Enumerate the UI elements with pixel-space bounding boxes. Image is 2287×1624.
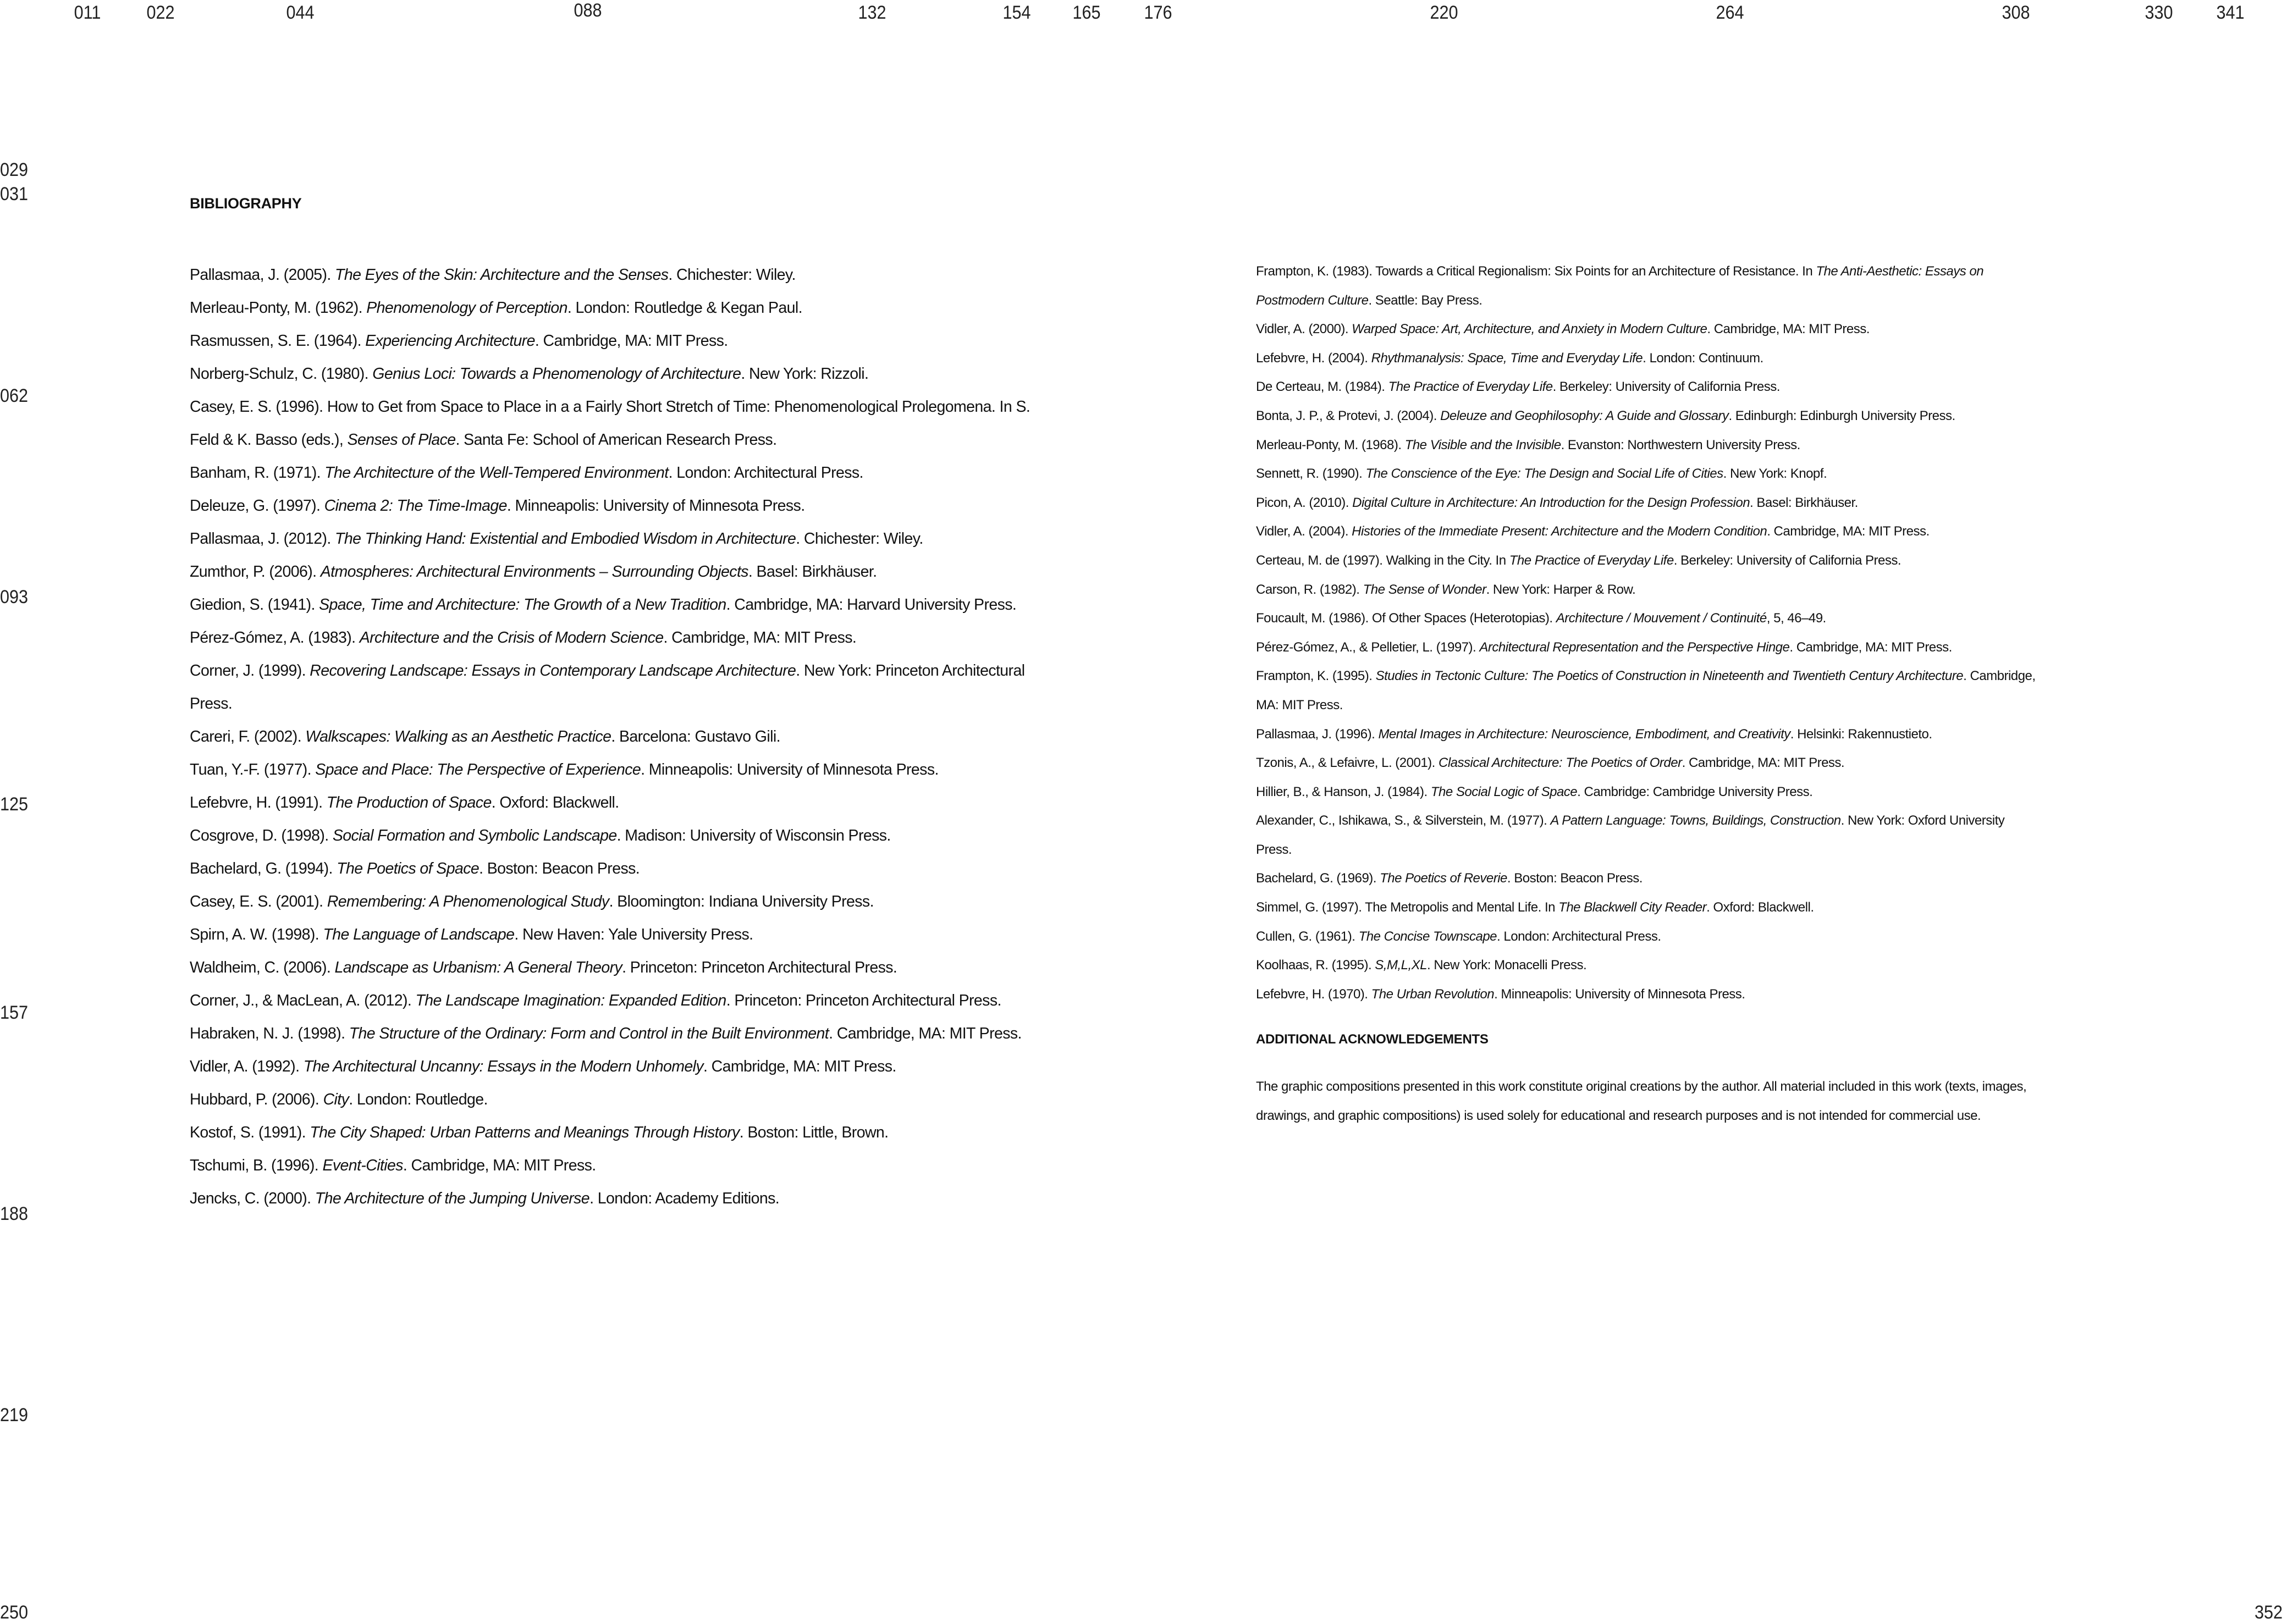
bibliography-entry	[1256, 576, 2037, 605]
entry-title: Architecture / Mouvement / Continuité	[1556, 611, 1767, 626]
entry-publisher: . Princeton: Princeton Architectural Press.	[726, 992, 1001, 1009]
ruler-tick: 308	[2002, 2, 2030, 23]
entry-authors: Pérez-Gómez, A. (1983).	[190, 629, 360, 647]
entry-authors: De Certeau, M. (1984).	[1256, 379, 1388, 395]
entry-publisher: . Basel: Birkhäuser.	[748, 563, 877, 581]
ruler-tick: 093	[0, 587, 29, 607]
ruler-tick: 219	[0, 1405, 29, 1426]
bibliography-entry	[1256, 373, 2037, 402]
bibliography-entry	[190, 753, 1048, 786]
entry-title: Space, Time and Architecture: The Growth of a New Tradition	[319, 596, 726, 614]
bibliography-entry	[190, 489, 1048, 522]
ruler-tick: 132	[858, 2, 886, 23]
entry-publisher: . Cambridge, MA: MIT Press.	[1682, 755, 1845, 771]
entry-authors: Tschumi, B. (1996).	[190, 1157, 323, 1174]
entry-title: Genius Loci: Towards a Phenomenology of Architecture	[372, 365, 741, 383]
ruler-tick: 341	[2216, 2, 2245, 23]
entry-publisher: . Berkeley: University of California Press.	[1552, 379, 1780, 395]
entry-authors: Lefebvre, H. (1991).	[190, 794, 327, 811]
entry-authors: Certeau, M. de (1997). Walking in the City. In	[1256, 553, 1509, 568]
entry-title: The Landscape Imagination: Expanded Edition	[415, 992, 726, 1009]
entry-publisher: . Seattle: Bay Press.	[1368, 292, 1483, 308]
bibliography-entry	[1256, 257, 2037, 315]
entry-title: The Urban Revolution	[1371, 986, 1495, 1002]
entry-authors: Lefebvre, H. (1970).	[1256, 986, 1371, 1002]
bibliography-entry	[1256, 633, 2037, 662]
entry-publisher: . London: Continuum.	[1643, 350, 1764, 366]
bibliography-entry	[190, 654, 1048, 720]
bibliography-entry	[1256, 720, 2037, 749]
entry-title: Architectural Representation and the Perspective Hinge	[1479, 639, 1790, 655]
entry-authors: Deleuze, G. (1997).	[190, 497, 324, 515]
ruler-tick: 250	[0, 1602, 29, 1623]
bibliography-entry	[190, 951, 1048, 984]
ruler-tick: 088	[574, 0, 602, 21]
entry-title: Rhythmanalysis: Space, Time and Everyday Life	[1371, 350, 1643, 366]
entry-authors: Tzonis, A., & Lefaivre, L. (2001).	[1256, 755, 1439, 771]
bibliography-entry	[190, 522, 1048, 555]
entry-publisher: . Cambridge, MA: Harvard University Press.	[726, 596, 1017, 614]
entry-publisher: . Cambridge, MA: MIT Press.	[1256, 669, 2036, 712]
entry-publisher: . Boston: Beacon Press.	[479, 860, 640, 877]
bibliography-entry	[1256, 980, 2037, 1009]
entry-title: The Poetics of Reverie	[1380, 871, 1507, 886]
entry-title: The Architecture of the Jumping Universe	[315, 1190, 590, 1207]
ruler-tick: 022	[146, 2, 175, 23]
entry-title: Warped Space: Art, Architecture, and Anxiety in Modern Culture	[1352, 322, 1707, 337]
entry-authors: Spirn, A. W. (1998).	[190, 926, 323, 943]
entry-title: The Architectural Uncanny: Essays in the Modern Unhomely	[303, 1058, 703, 1075]
ruler-tick: 031	[0, 184, 29, 205]
bibliography-entry	[190, 456, 1048, 489]
bibliography-right-column	[1256, 257, 2037, 1131]
bibliography-entry	[1256, 344, 2037, 373]
entry-authors: Cullen, G. (1961).	[1256, 929, 1359, 944]
entry-authors: Picon, A. (2010).	[1256, 495, 1353, 510]
entry-title: Cinema 2: The Time-Image	[324, 497, 507, 515]
entry-publisher: . Cambridge, MA: MIT Press.	[1707, 322, 1870, 337]
entry-authors: Giedion, S. (1941).	[190, 596, 319, 614]
bibliography-entry	[190, 555, 1048, 588]
entry-publisher: . Bloomington: Indiana University Press.	[609, 893, 874, 910]
entry-authors: Merleau-Ponty, M. (1962).	[190, 299, 367, 317]
entry-title: Event-Cities	[322, 1157, 403, 1174]
entry-authors: Zumthor, P. (2006).	[190, 563, 321, 581]
entry-publisher: . Madison: University of Wisconsin Press.	[616, 827, 891, 844]
bibliography-entry	[190, 1116, 1048, 1149]
entry-title: The Anti-Aesthetic: Essays on Postmodern Culture	[1256, 264, 1984, 308]
entry-authors: Foucault, M. (1986). Of Other Spaces (Heterotopias).	[1256, 611, 1556, 626]
entry-publisher: . New York: Oxford University Press.	[1256, 813, 2005, 857]
entry-authors: Vidler, A. (2004).	[1256, 524, 1352, 539]
bibliography-heading: BIBLIOGRAPHY	[190, 195, 302, 212]
bibliography-entry	[1256, 315, 2037, 344]
entry-title: Histories of the Immediate Present: Architecture and the Modern Condition	[1352, 524, 1767, 539]
bibliography-entry	[190, 258, 1048, 291]
bibliography-entry	[1256, 460, 2037, 489]
entry-title: The Concise Townscape	[1358, 929, 1497, 944]
entry-publisher: . London: Architectural Press.	[1497, 929, 1661, 944]
ruler-tick: 029	[0, 159, 29, 180]
entry-publisher: . Cambridge, MA: MIT Press.	[403, 1157, 596, 1174]
bibliography-entry	[190, 918, 1048, 951]
entry-publisher: . Edinburgh: Edinburgh University Press.	[1728, 408, 1955, 423]
entry-authors: Simmel, G. (1997). The Metropolis and Mental Life. In	[1256, 900, 1559, 915]
entry-authors: Vidler, A. (1992).	[190, 1058, 304, 1075]
bibliography-entry	[1256, 431, 2037, 460]
entry-publisher: . Minneapolis: University of Minnesota Press.	[1494, 986, 1745, 1002]
entry-title: The Language of Landscape	[323, 926, 515, 943]
ruler-tick: 330	[2145, 2, 2173, 23]
bibliography-entry	[1256, 604, 2037, 633]
entry-authors: Corner, J., & MacLean, A. (2012).	[190, 992, 416, 1009]
bibliography-list	[190, 258, 1048, 1215]
entry-publisher: . Evanston: Northwestern University Press.	[1561, 437, 1800, 452]
entry-publisher: . Boston: Beacon Press.	[1507, 871, 1643, 886]
entry-authors: Frampton, K. (1995).	[1256, 669, 1376, 684]
entry-authors: Sennett, R. (1990).	[1256, 466, 1366, 482]
acknowledgements-text: The graphic compositions presented in this work constitute original creations by the author. All material included in this work (texts, images, drawings, and graphic compositions) is used solely for educational and research purposes and is not intended for commercial use.	[1256, 1079, 2027, 1124]
ruler-tick: 220	[1430, 2, 1458, 23]
entry-title: Deleuze and Geophilosophy: A Guide and Glossary	[1440, 408, 1729, 423]
entry-publisher: . Princeton: Princeton Architectural Press.	[622, 959, 897, 976]
entry-authors: Alexander, C., Ishikawa, S., & Silverstein, M. (1977).	[1256, 813, 1551, 828]
entry-title: The Blackwell City Reader	[1558, 900, 1707, 915]
entry-title: Atmospheres: Architectural Environments – Surrounding Objects	[320, 563, 748, 581]
entry-title: Social Formation and Symbolic Landscape	[332, 827, 617, 844]
bibliography-entry	[1256, 893, 2037, 923]
bibliography-entry	[1256, 662, 2037, 720]
bibliography-entry	[1256, 517, 2037, 546]
bibliography-entry	[1256, 923, 2037, 952]
entry-publisher: . Cambridge: Cambridge University Press.	[1577, 784, 1813, 799]
ruler-tick: 125	[0, 794, 29, 815]
entry-title: Landscape as Urbanism: A General Theory	[334, 959, 622, 976]
entry-authors: Pérez-Gómez, A., & Pelletier, L. (1997).	[1256, 639, 1480, 655]
ruler-tick: 352	[2255, 1602, 2283, 1623]
bibliography-entry	[190, 885, 1048, 918]
entry-title: S,M,L,XL	[1375, 958, 1428, 973]
entry-authors: Hubbard, P. (2006).	[190, 1091, 323, 1108]
entry-publisher: . London: Routledge.	[349, 1091, 488, 1108]
bibliography-entry	[190, 588, 1048, 621]
entry-publisher: . New Haven: Yale University Press.	[514, 926, 753, 943]
bibliography-entry	[190, 984, 1048, 1017]
entry-authors: Waldheim, C. (2006).	[190, 959, 335, 976]
entry-publisher: . Chichester: Wiley.	[668, 266, 796, 284]
entry-title: Phenomenology of Perception	[366, 299, 567, 317]
entry-publisher: . New York: Rizzoli.	[741, 365, 869, 383]
entry-title: Architecture and the Crisis of Modern Science	[359, 629, 664, 647]
entry-publisher: . New York: Harper & Row.	[1486, 582, 1636, 597]
entry-publisher: . Oxford: Blackwell.	[1706, 900, 1814, 915]
bibliography-entry	[1256, 864, 2037, 893]
entry-publisher: . Cambridge, MA: MIT Press.	[663, 629, 857, 647]
ruler-tick: 176	[1144, 2, 1172, 23]
ruler-tick: 044	[286, 2, 315, 23]
entry-title: The Poetics of Space	[337, 860, 480, 877]
entry-title: Senses of Place	[347, 431, 456, 449]
entry-title: The Practice of Everyday Life	[1388, 379, 1553, 395]
bibliography-entry	[190, 1017, 1048, 1050]
entry-publisher: . Berkeley: University of California Press.	[1673, 553, 1902, 568]
entry-title: A Pattern Language: Towns, Buildings, Construction	[1550, 813, 1841, 828]
entry-title: The Eyes of the Skin: Architecture and the Senses	[335, 266, 669, 284]
entry-publisher: . London: Routledge & Kegan Paul.	[567, 299, 802, 317]
entry-publisher: . Cambridge, MA: MIT Press.	[1767, 524, 1930, 539]
entry-title: The Thinking Hand: Existential and Embodied Wisdom in Architecture	[335, 530, 796, 548]
entry-title: Walkscapes: Walking as an Aesthetic Practice	[305, 728, 611, 745]
entry-title: Space and Place: The Perspective of Experience	[315, 761, 641, 778]
entry-title: Digital Culture in Architecture: An Introduction for the Design Profession	[1352, 495, 1750, 510]
bibliography-entry	[190, 852, 1048, 885]
ruler-tick: 154	[1002, 2, 1031, 23]
entry-publisher: . London: Academy Editions.	[589, 1190, 780, 1207]
bibliography-entry	[190, 357, 1048, 390]
entry-authors: Frampton, K. (1983). Towards a Critical Regionalism: Six Points for an Architecture of Resistance. In	[1256, 264, 1816, 279]
bibliography-entry	[1256, 778, 2037, 807]
bibliography-entry	[190, 1149, 1048, 1182]
entry-authors: Pallasmaa, J. (2012).	[190, 530, 335, 548]
bibliography-entry	[190, 786, 1048, 819]
entry-publisher: . Oxford: Blackwell.	[491, 794, 619, 811]
entry-authors: Corner, J. (1999).	[190, 662, 310, 680]
entry-publisher: . Cambridge, MA: MIT Press.	[1789, 639, 1952, 655]
entry-publisher: . Cambridge, MA: MIT Press.	[703, 1058, 896, 1075]
acknowledgements-heading: ADDITIONAL ACKNOWLEDGEMENTS	[1256, 1032, 1489, 1047]
bibliography-entry	[190, 819, 1048, 852]
entry-title: The Practice of Everyday Life	[1509, 553, 1674, 568]
ruler-tick: 062	[0, 385, 29, 406]
entry-publisher: . Basel: Birkhäuser.	[1750, 495, 1858, 510]
entry-authors: Jencks, C. (2000).	[190, 1190, 315, 1207]
bibliography-entry	[190, 324, 1048, 357]
entry-title: Studies in Tectonic Culture: The Poetics of Construction in Nineteenth and Twentieth Century Architecture	[1375, 669, 1964, 684]
entry-title: Experiencing Architecture	[365, 332, 535, 350]
bibliography-entry	[1256, 951, 2037, 980]
entry-publisher: . Helsinki: Rakennustieto.	[1790, 726, 1932, 742]
bibliography-entry	[190, 390, 1048, 456]
entry-publisher: . New York: Princeton Architectural Press.	[190, 662, 1025, 712]
entry-authors: Kostof, S. (1991).	[190, 1124, 310, 1141]
entry-publisher: . New York: Knopf.	[1723, 466, 1827, 482]
entry-title: The Production of Space	[326, 794, 492, 811]
ruler-tick: 011	[74, 2, 101, 23]
entry-authors: Careri, F. (2002).	[190, 728, 306, 745]
ruler-tick: 157	[0, 1002, 29, 1023]
entry-title: The Visible and the Invisible	[1404, 437, 1561, 452]
entry-title: The Structure of the Ordinary: Form and Control in the Built Environment	[349, 1025, 829, 1042]
entry-authors: Banham, R. (1971).	[190, 464, 325, 482]
entry-authors: Habraken, N. J. (1998).	[190, 1025, 349, 1042]
bibliography-entry	[190, 1182, 1048, 1215]
entry-publisher: . Cambridge, MA: MIT Press.	[829, 1025, 1022, 1042]
entry-authors: Casey, E. S. (2001).	[190, 893, 327, 910]
entry-authors: Bonta, J. P., & Protevi, J. (2004).	[1256, 408, 1441, 423]
entry-publisher: . London: Architectural Press.	[668, 464, 863, 482]
bibliography-entry	[190, 720, 1048, 753]
ruler-tick: 264	[1716, 2, 1744, 23]
entry-authors: Bachelard, G. (1969).	[1256, 871, 1380, 886]
entry-authors: Rasmussen, S. E. (1964).	[190, 332, 366, 350]
ruler-tick: 165	[1072, 2, 1101, 23]
entry-publisher: . Santa Fe: School of American Research Press.	[455, 431, 777, 449]
entry-publisher: . Minneapolis: University of Minnesota Press.	[641, 761, 939, 778]
bibliography-entry	[1256, 807, 2037, 864]
bibliography-list-continued	[1256, 257, 2037, 1009]
entry-publisher: . Boston: Little, Brown.	[739, 1124, 889, 1141]
bibliography-entry	[190, 1083, 1048, 1116]
entry-publisher: . New York: Monacelli Press.	[1427, 958, 1587, 973]
bibliography-entry	[1256, 489, 2037, 518]
entry-authors: Koolhaas, R. (1995).	[1256, 958, 1375, 973]
entry-title: The Sense of Wonder	[1363, 582, 1486, 597]
entry-authors: Norberg-Schulz, C. (1980).	[190, 365, 373, 383]
entry-authors: Pallasmaa, J. (1996).	[1256, 726, 1379, 742]
entry-authors: Bachelard, G. (1994).	[190, 860, 337, 877]
entry-title: The Social Logic of Space	[1430, 784, 1578, 799]
entry-authors: Pallasmaa, J. (2005).	[190, 266, 335, 284]
entry-authors: Carson, R. (1982).	[1256, 582, 1363, 597]
entry-publisher: . Cambridge, MA: MIT Press.	[534, 332, 728, 350]
entry-title: Classical Architecture: The Poetics of Order	[1439, 755, 1682, 771]
entry-publisher: . Chichester: Wiley.	[796, 530, 923, 548]
entry-authors: Hillier, B., & Hanson, J. (1984).	[1256, 784, 1431, 799]
entry-authors: Merleau-Ponty, M. (1968).	[1256, 437, 1405, 452]
entry-title: The Architecture of the Well-Tempered Environment	[324, 464, 669, 482]
entry-authors: Vidler, A. (2000).	[1256, 322, 1352, 337]
entry-authors: Tuan, Y.-F. (1977).	[190, 761, 316, 778]
bibliography-left-column	[190, 195, 1048, 1215]
bibliography-entry	[190, 291, 1048, 324]
entry-publisher: , 5, 46–49.	[1766, 611, 1826, 626]
entry-title: Recovering Landscape: Essays in Contemporary Landscape Architecture	[310, 662, 796, 680]
entry-title: The City Shaped: Urban Patterns and Meanings Through History	[310, 1124, 740, 1141]
bibliography-entry	[1256, 546, 2037, 576]
entry-title: City	[323, 1091, 349, 1108]
entry-authors: Casey, E. S. (1996). How to Get from Space to Place in a a Fairly Short Stretch of Time: Phenomenological Prolegomena. In S. Feld & K. Basso (eds.),	[190, 398, 1030, 449]
entry-authors: Cosgrove, D. (1998).	[190, 827, 333, 844]
entry-publisher: . Minneapolis: University of Minnesota Press.	[506, 497, 805, 515]
entry-publisher: . Barcelona: Gustavo Gili.	[611, 728, 780, 745]
bibliography-entry	[1256, 749, 2037, 778]
bibliography-entry	[1256, 402, 2037, 431]
entry-title: Remembering: A Phenomenological Study	[327, 893, 609, 910]
entry-authors: Lefebvre, H. (2004).	[1256, 350, 1371, 366]
bibliography-entry	[190, 1050, 1048, 1083]
entry-title: Mental Images in Architecture: Neuroscience, Embodiment, and Creativity	[1378, 726, 1790, 742]
ruler-tick: 188	[0, 1203, 29, 1224]
entry-title: The Conscience of the Eye: The Design and Social Life of Cities	[1365, 466, 1723, 482]
bibliography-entry	[190, 621, 1048, 654]
